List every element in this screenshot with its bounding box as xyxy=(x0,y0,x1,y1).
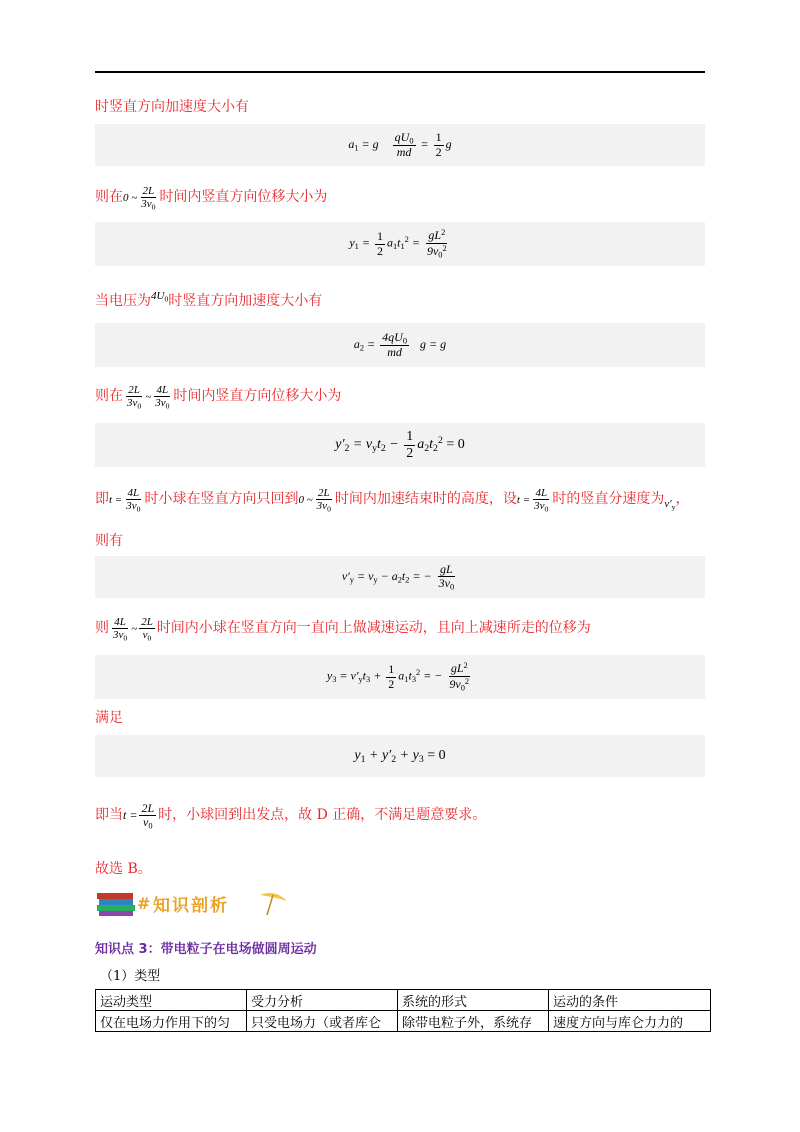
table-header-cell: 运动的条件 xyxy=(549,990,711,1011)
formula-y1: $y_1$ = $\frac{1}{2}$ $a_1t_1^2$ = $\frac{gL^2}{9v_0^2}$ xyxy=(95,222,705,266)
banner-title: 知识剖析 xyxy=(153,896,229,916)
text-line-2: 则在0 ~ $\frac{2L}{3v_0}$ 时间内竖直方向位移大小为 xyxy=(95,185,328,212)
table-header-cell: 系统的形式 xyxy=(398,990,549,1011)
formula-y2: $y'_2 = v_yt_2$ − $\frac{1}{2}$ $a_2t_2^2 = 0$ xyxy=(95,423,705,467)
text-line-10: 故选 B。 xyxy=(95,861,152,877)
table-cell: 速度方向与库仑力力的 xyxy=(549,1011,711,1032)
table-cell: 除带电粒子外，系统存 xyxy=(398,1011,549,1032)
table-header-row xyxy=(96,990,711,1011)
text-line-6: 则有 xyxy=(95,533,123,549)
formula-vy: $v'_y = v_y - a_2t_2$ = − $\frac{gL}{3v_0}$ xyxy=(95,556,705,598)
table-header-cell: 运动类型 xyxy=(96,990,247,1011)
formula-sum: $y_1 + y'_2 + y_3 = 0$ xyxy=(95,735,705,777)
types-table xyxy=(95,989,711,1032)
table-row xyxy=(96,1011,711,1032)
subsection-heading: （1）类型 xyxy=(100,969,161,984)
text-line-4: 则在 $\frac{2L}{3v_0}$ ~ $\frac{4L}{3v_0}$ 时间内竖直方向位移大小为 xyxy=(95,384,342,411)
text-line-9: 即当t = $\frac{2L}{v_0}$ 时，小球回到出发点，故 D 正确，不满足题意要求。 xyxy=(95,800,487,831)
text-line-3: 当电压为$^{4U_0}$时竖直方向加速度大小有 xyxy=(95,290,323,309)
svg-text:#: # xyxy=(137,894,151,913)
formula-a2: $a_2$ = $\frac{4qU_0}{md}$ g = g xyxy=(95,323,705,367)
table-cell: 只受电场力（或者库仑 xyxy=(247,1011,398,1032)
section-heading: 知识点 3：带电粒子在电场做圆周运动 xyxy=(95,942,317,957)
text-line-5: 即t = $\frac{4L}{3v_0}$ 时小球在竖直方向只回到0 ~ $\frac{2L}{3v_0}$ 时间内加速结束时的高度，设t = $\frac{4L}{3v_0}$ 时的竖直分速度为$_{v'_y}$， xyxy=(95,487,690,514)
table-header-cell: 受力分析 xyxy=(247,990,398,1011)
table-cell: 仅在电场力作用下的匀 xyxy=(96,1011,247,1032)
text-line-1: 时竖直方向加速度大小有 xyxy=(95,99,249,115)
text-line-7: 则 $\frac{4L}{3v_0}$ ~ $\frac{2L}{v_0}$ 时间内小球在竖直方向一直向上做减速运动，且向上减速所走的位移为 xyxy=(95,616,591,643)
knowledge-banner xyxy=(95,887,295,919)
formula-a1: $a_1 = g$ $\frac{qU_0}{md}$ = $\frac{1}{2}$ g xyxy=(95,124,705,166)
header-rule xyxy=(95,71,705,73)
text-line-8: 满足 xyxy=(95,710,123,726)
formula-y3: $y_3 = v'_yt_3$ + $\frac{1}{2}$ $a_1t_3^2$ = − $\frac{gL^2}{9v_0^2}$ xyxy=(95,655,705,699)
